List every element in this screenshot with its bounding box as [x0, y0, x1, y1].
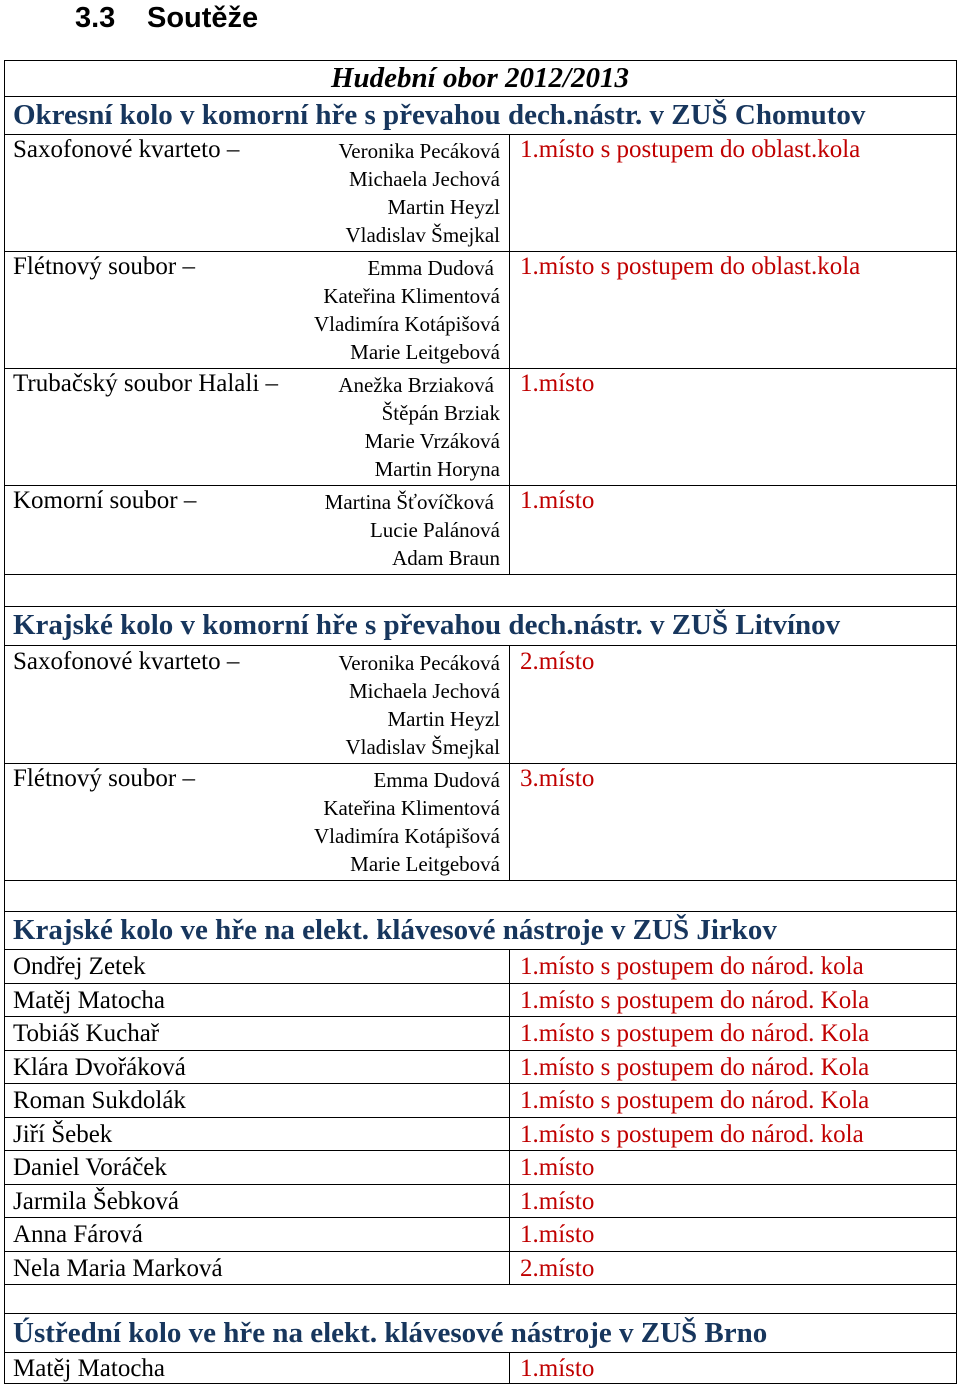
table-rule: [509, 949, 510, 1284]
member-name: Marie Leitgebová: [350, 852, 500, 876]
table-rule: [4, 574, 957, 575]
member-name: Lucie Palánová: [369, 518, 500, 542]
member-name: Marie Leitgebová: [350, 340, 500, 364]
result: 1.místo s postupem do národ. Kola: [520, 1054, 870, 1081]
table-rule: [509, 134, 510, 574]
result: 1.místo s postupem do oblast.kola: [520, 136, 861, 163]
member-name: Vladimíra Kotápišová: [313, 312, 500, 336]
result: 1.místo s postupem do oblast.kola: [520, 253, 861, 280]
member-name: Emma Dudová: [367, 256, 494, 280]
table-rule: [4, 368, 957, 369]
result: 1.místo: [520, 1154, 595, 1181]
entry-name: Ondřej Zetek: [13, 953, 146, 980]
result: 1.místo: [520, 1188, 595, 1215]
table-rule: [509, 1352, 510, 1384]
table-rule: [4, 763, 957, 764]
member-name: Veronika Pecáková: [338, 651, 500, 675]
member-name: Vladislav Šmejkal: [345, 223, 500, 247]
member-name: Adam Braun: [392, 546, 500, 570]
member-name: Martin Heyzl: [387, 195, 500, 219]
table-rule: [4, 134, 957, 135]
member-name: Michaela Jechová: [348, 167, 500, 191]
member-name: Kateřina Klimentová: [323, 284, 500, 308]
table-rule: [4, 251, 957, 252]
member-name: Martin Heyzl: [387, 707, 500, 731]
table-rule: [509, 645, 510, 880]
table-rule: [4, 96, 957, 97]
member-name: Michaela Jechová: [348, 679, 500, 703]
result: 2.místo: [520, 648, 595, 675]
group-label: Komorní soubor –: [13, 487, 197, 514]
entry-name: Nela Maria Marková: [13, 1255, 223, 1282]
table-rule: [4, 1251, 957, 1252]
table-rule: [4, 1117, 957, 1118]
table-rule: [4, 983, 957, 984]
entry-name: Daniel Voráček: [13, 1154, 167, 1181]
result: 1.místo s postupem do národ. Kola: [520, 1020, 870, 1047]
entry-name: Jiří Šebek: [13, 1121, 113, 1148]
group-label: Saxofonové kvarteto –: [13, 648, 240, 675]
group-label: Trubačský soubor Halali –: [13, 370, 279, 397]
heading-number: 3.3: [75, 2, 116, 34]
entry-name: Klára Dvořáková: [13, 1054, 186, 1081]
entry-name: Anna Fárová: [13, 1221, 143, 1248]
member-name: Vladimíra Kotápišová: [313, 824, 500, 848]
result: 2.místo: [520, 1255, 595, 1282]
entry-name: Jarmila Šebková: [13, 1188, 179, 1215]
section-heading: Krajské kolo ve hře na elekt. klávesové nástroje v ZUŠ Jirkov: [13, 914, 777, 946]
table-rule: [4, 645, 957, 646]
member-name: Marie Vrzáková: [364, 429, 500, 453]
member-name: Štěpán Brziak: [381, 401, 500, 425]
table-rule: [4, 1313, 957, 1314]
result: 1.místo: [520, 370, 595, 397]
table-rule: [4, 880, 957, 881]
table-rule: [4, 1050, 957, 1051]
member-name: Emma Dudová: [373, 768, 500, 792]
table-rule: [4, 606, 957, 607]
member-name: Veronika Pecáková: [338, 139, 500, 163]
table-rule: [4, 911, 957, 912]
group-label: Flétnový soubor –: [13, 765, 195, 792]
group-label: Saxofonové kvarteto –: [13, 136, 240, 163]
entry-name: Matěj Matocha: [13, 1355, 166, 1382]
member-name: Anežka Brziaková: [338, 373, 494, 397]
table-rule: [4, 949, 957, 950]
result: 1.místo: [520, 1221, 595, 1248]
section-heading: Ústřední kolo ve hře na elekt. klávesové nástroje v ZUŠ Brno: [13, 1317, 768, 1349]
section-heading: Okresní kolo v komorní hře s převahou dech.nástr. v ZUŠ Chomutov: [13, 99, 866, 131]
page-heading: [75, 0, 258, 36]
member-name: Martin Horyna: [374, 457, 500, 481]
result: 1.místo s postupem do národ. Kola: [520, 1087, 870, 1114]
entry-name: Tobiáš Kuchař: [13, 1020, 160, 1047]
result: 3.místo: [520, 765, 595, 792]
result: 1.místo: [520, 487, 595, 514]
table-rule: [4, 1184, 957, 1185]
result: 1.místo: [520, 1355, 595, 1382]
section-heading: Krajské kolo v komorní hře s převahou dech.nástr. v ZUŠ Litvínov: [13, 609, 841, 641]
entry-name: Roman Sukdolák: [13, 1087, 186, 1114]
result: 1.místo s postupem do národ. Kola: [520, 987, 870, 1014]
group-label: Flétnový soubor –: [13, 253, 195, 280]
member-name: Kateřina Klimentová: [323, 796, 500, 820]
member-name: Martina Šťovíčková: [324, 490, 494, 514]
heading-title: Soutěže: [147, 2, 259, 34]
table-rule: [4, 485, 957, 486]
document-title: Hudební obor 2012/2013: [330, 62, 630, 94]
member-name: Vladislav Šmejkal: [345, 735, 500, 759]
result: 1.místo s postupem do národ. kola: [520, 953, 864, 980]
entry-name: Matěj Matocha: [13, 987, 166, 1014]
result: 1.místo s postupem do národ. kola: [520, 1121, 864, 1148]
